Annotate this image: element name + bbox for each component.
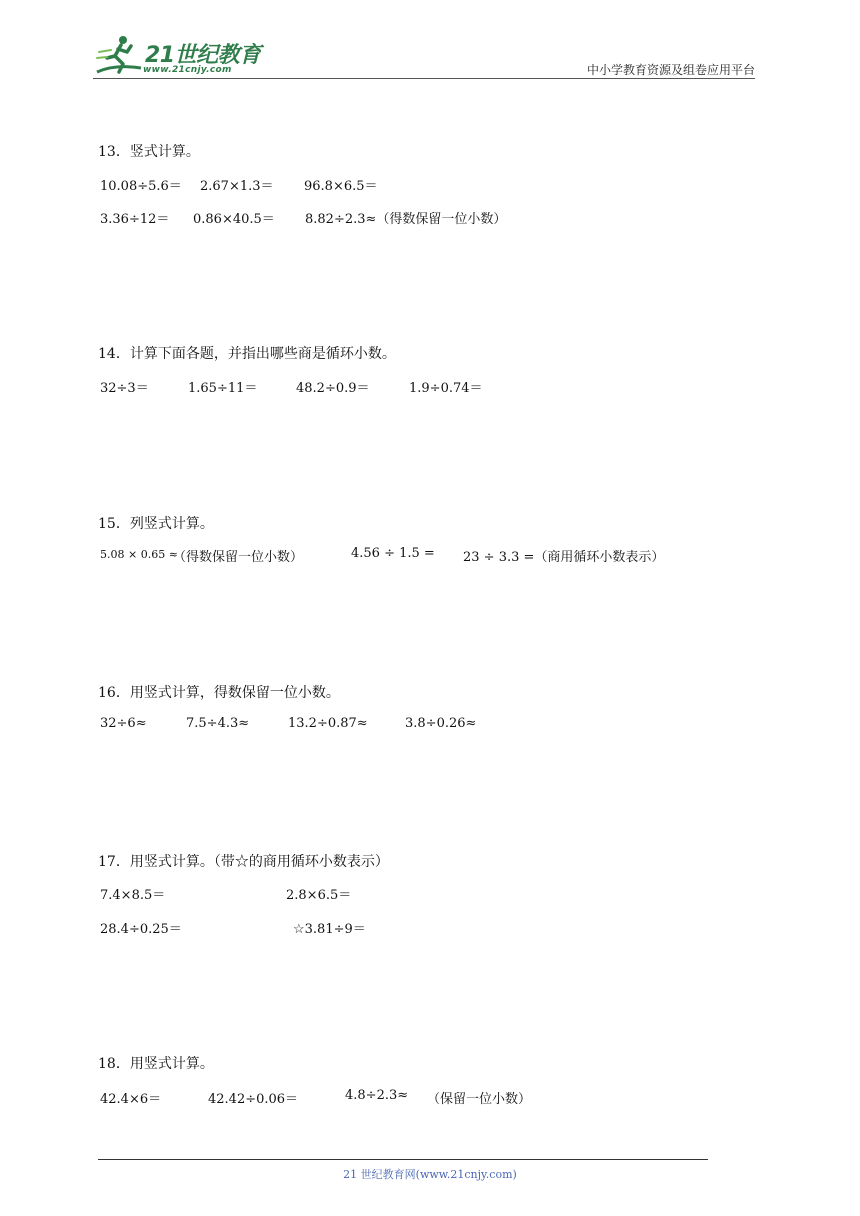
question-13-title: 13．竖式计算。 <box>98 144 200 160</box>
q13-expr: 3.36÷12＝ <box>100 212 170 227</box>
logo-url: www.21cnjy.com <box>143 65 232 75</box>
q13-expr: 96.8×6.5＝ <box>304 179 378 194</box>
q18-expr: 42.4×6＝ <box>100 1092 162 1107</box>
q15-expr: 5.08 × 0.65 ≈ <box>100 548 178 561</box>
header-platform-text: 中小学教育资源及组卷应用平台 <box>586 63 755 77</box>
q17-expr: 2.8×6.5＝ <box>286 888 352 903</box>
question-16-title: 16．用竖式计算，得数保留一位小数。 <box>98 685 340 701</box>
q15-expr: 4.56 ÷ 1.5 = <box>351 546 435 561</box>
runner-logo-icon <box>95 34 143 78</box>
q17-expr: 7.4×8.5＝ <box>100 888 166 903</box>
footer-link[interactable]: 21 世纪教育网(www.21cnjy.com) <box>343 1168 517 1181</box>
q16-expr: 7.5÷4.3≈ <box>186 716 250 731</box>
q15-note: （得数保留一位小数） <box>173 550 304 565</box>
q14-expr: 1.65÷11＝ <box>188 381 258 396</box>
q13-expr: 0.86×40.5＝ <box>193 212 275 227</box>
logo-text: 21世纪教育 <box>145 43 261 68</box>
footer-divider <box>98 1159 708 1160</box>
question-17-title: 17．用竖式计算。（带☆的商用循环小数表示） <box>98 854 389 870</box>
question-14-title: 14．计算下面各题，并指出哪些商是循环小数。 <box>98 346 396 362</box>
q14-expr: 32÷3＝ <box>100 381 149 396</box>
q16-expr: 32÷6≈ <box>100 716 147 731</box>
q13-expr: 2.67×1.3＝ <box>200 179 274 194</box>
q18-expr: 4.8÷2.3≈ <box>345 1088 409 1103</box>
q17-expr: 28.4÷0.25＝ <box>100 922 182 937</box>
q15-expr: 23 ÷ 3.3 =（商用循环小数表示） <box>463 550 665 565</box>
q14-expr: 1.9÷0.74＝ <box>409 381 483 396</box>
q13-expr: 8.82÷2.3≈（得数保留一位小数） <box>305 212 507 227</box>
q16-expr: 3.8÷0.26≈ <box>405 716 477 731</box>
q16-expr: 13.2÷0.87≈ <box>288 716 368 731</box>
q18-note: （保留一位小数） <box>427 1092 532 1107</box>
q13-expr: 10.08÷5.6＝ <box>100 179 182 194</box>
question-18-title: 18．用竖式计算。 <box>98 1056 214 1072</box>
q17-expr: ☆3.81÷9＝ <box>293 922 366 937</box>
question-15-title: 15．列竖式计算。 <box>98 516 214 532</box>
header-divider <box>93 78 755 79</box>
q14-expr: 48.2÷0.9＝ <box>296 381 370 396</box>
site-logo <box>95 34 265 78</box>
q18-expr: 42.42÷0.06＝ <box>208 1092 299 1107</box>
